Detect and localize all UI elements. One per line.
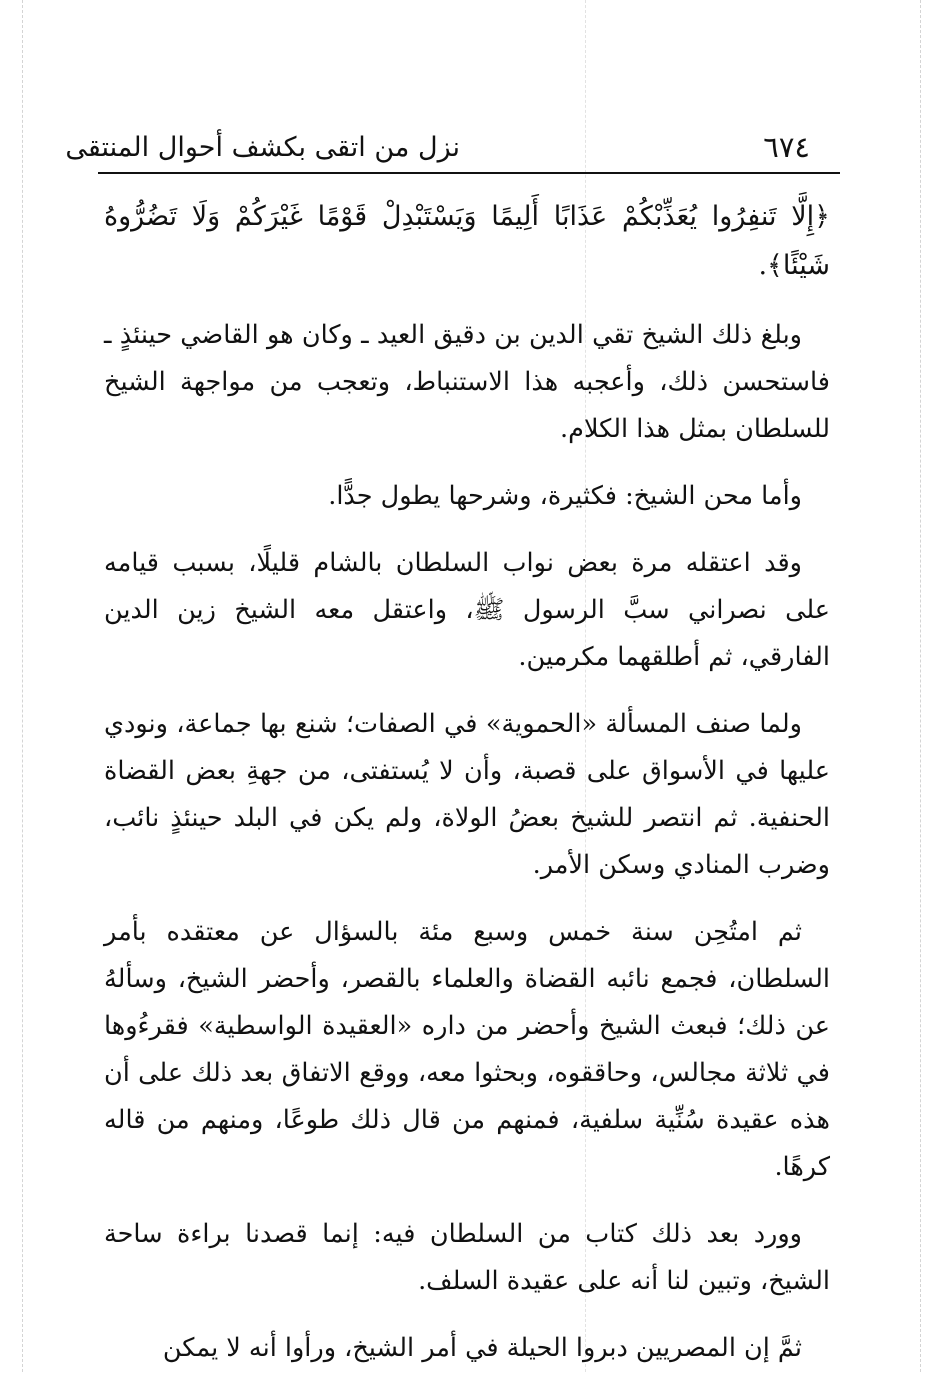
paragraph: وقد اعتقله مرة بعض نواب السلطان بالشام قليلًا، بسبب قيامه على نصراني سبَّ الرسول ﷺ، واعتقل معه الشيخ زين الدين الفارقي، ثم أطلقهما مكرمين. [104,548,830,672]
body-text [104,192,830,1392]
scan-guide-line [22,0,23,1372]
quran-verse: ﴿إِلَّا تَنفِرُوا يُعَذِّبْكُمْ عَذَابًا أَلِيمًا وَيَسْتَبْدِلْ قَوْمًا غَيْرَكُمْ وَلَا تَضُرُّوهُ شَيْئًا﴾. [104,201,830,281]
paragraph: ثم امتُحِن سنة خمس وسبع مئة بالسؤال عن معتقده بأمر السلطان، فجمع نائبه القضاة والعلماء بالقصر، وأحضر الشيخ، وسألهُ عن ذلك؛ فبعث الشيخ وأحضر من داره «العقيدة الواسطية» فقرءُوها في ثلاثة مجالس، وحاققوه، وبحثوا معه، ووقع الاتفاق بعد ذلك على أن هذه عقيدة سُنِّية سلفية، فمنهم من قال ذلك طوعًا، ومنهم من قاله كرهًا. [104,917,830,1182]
scan-guide-line [920,0,921,1372]
paragraph: ولما صنف المسألة «الحموية» في الصفات؛ شنع بها جماعة، ونودي عليها في الأسواق على قصبة، وأن لا يُستفتى، من جهةِ بعض القضاة الحنفية. ثم انتصر للشيخ بعضُ الولاة، ولم يكن في البلد حينئذٍ نائب، وضرب المنادي وسكن الأمر. [104,709,830,880]
paragraph: وورد بعد ذلك كتاب من السلطان فيه: إنما قصدنا براءة ساحة الشيخ، وتبين لنا أنه على عقيدة السلف. [104,1219,830,1296]
paragraph: ثمَّ إن المصريين دبروا الحيلة في أمر الشيخ، ورأوا أنه لا يمكن [162,1333,802,1363]
page-number: ٦٧٤ [763,130,810,164]
running-header [65,128,840,168]
running-title: نزل من اتقى بكشف أحوال المنتقى [65,132,460,163]
paragraph: وأما محن الشيخ: فكثيرة، وشرحها يطول جدًّا. [328,481,802,511]
paragraph: وبلغ ذلك الشيخ تقي الدين بن دقيق العيد ـ وكان هو القاضي حينئذٍ ـ فاستحسن ذلك، وأعجبه هذا الاستنباط، وتعجب من مواجهة الشيخ للسلطان بمثل هذا الكلام. [104,320,830,444]
header-rule [98,172,840,174]
